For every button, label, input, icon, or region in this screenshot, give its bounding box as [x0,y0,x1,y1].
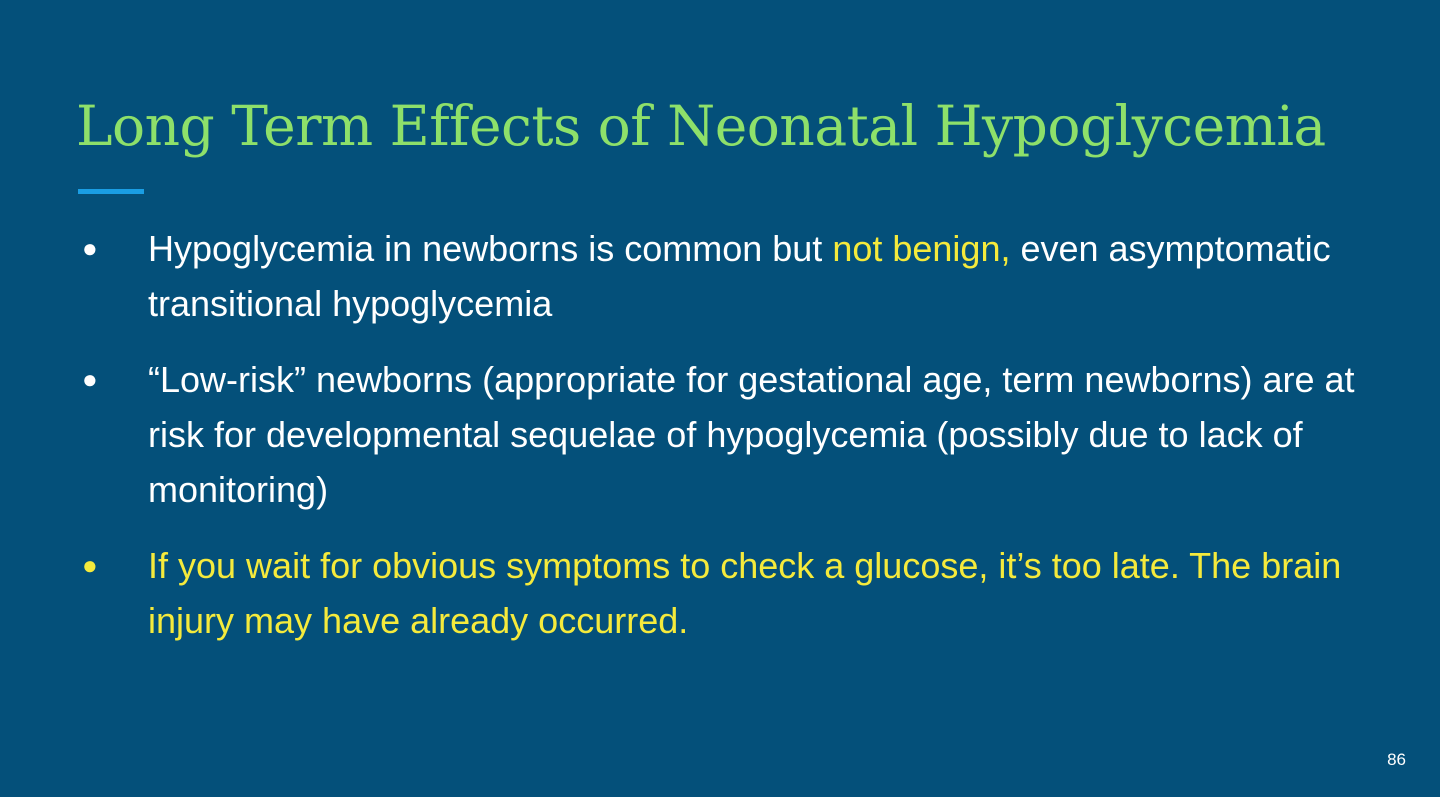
bullet-item-1 [82,221,1372,331]
bullet-1-text-end: even asymptomatic transitional hypoglycemia [148,228,1331,324]
title-accent-bar [78,189,144,194]
page-number: 86 [1387,750,1406,769]
bullet-dot-icon: ● [82,364,98,394]
bullet-1-highlight: not benign, [832,228,1011,269]
bullet-list [82,221,1372,648]
bullet-2-text: “Low-risk” newborns (appropriate for gestational age, term newborns) are at risk for developmental sequelae of hypoglycemia (possibly due to lack of monitoring) [148,359,1355,510]
bullet-3-text: If you wait for obvious symptoms to check a glucose, it’s too late. The brain injury may have already occurred. [148,545,1342,641]
bullet-1-text: Hypoglycemia in newborns is common but [148,228,833,269]
bullet-dot-icon: ● [82,550,98,580]
bullet-dot-icon: ● [82,233,98,263]
bullet-item-3 [82,538,1372,648]
slide-title: Long Term Effects of Neonatal Hypoglycemia [76,94,1326,158]
bullet-item-2 [82,352,1372,517]
